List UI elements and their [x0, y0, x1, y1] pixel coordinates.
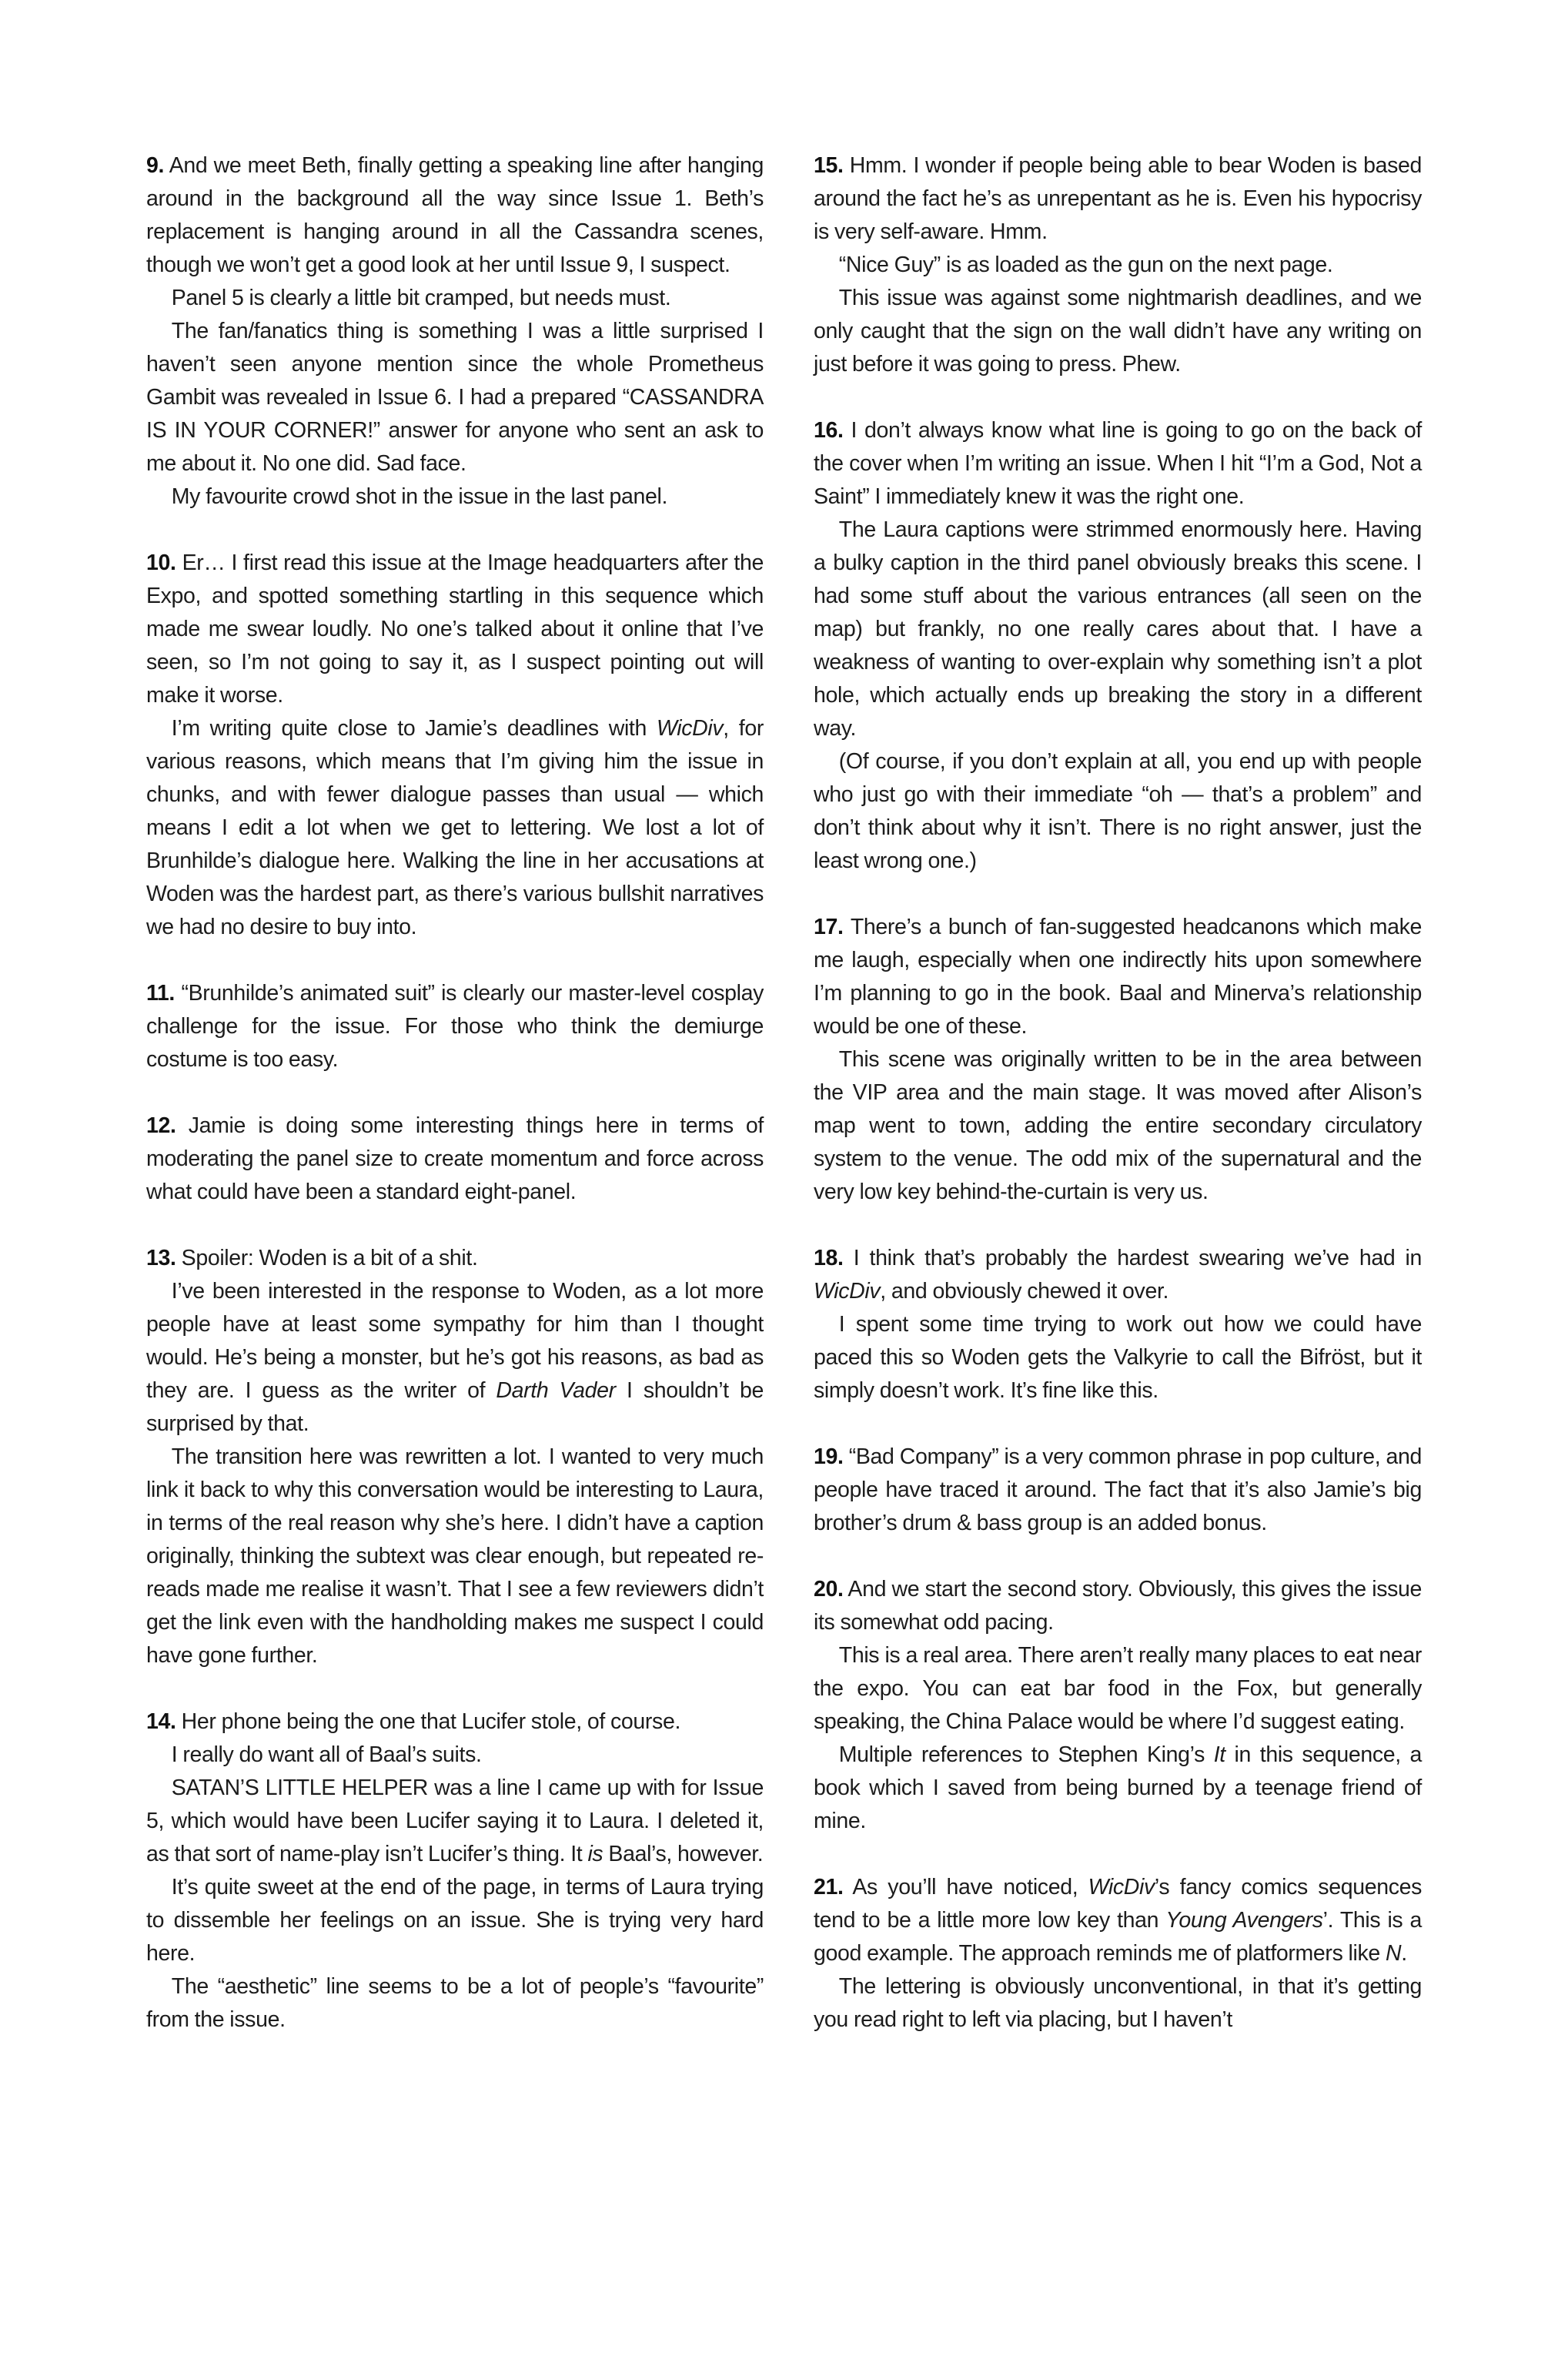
text-run: I shouldn’t be surprised by that. — [146, 1378, 764, 1436]
text-run: The “aesthetic” line seems to be a lot of people’s “favourite” from the issue. — [146, 1974, 764, 2032]
note-paragraph — [146, 1970, 764, 2037]
note-paragraph — [814, 1970, 1422, 2037]
text-run: I’m writing quite close to Jamie’s deadlines with — [171, 716, 657, 741]
text-run: Hmm. I wonder if people being able to bear Woden is based around the fact he’s as unrepentant as he is. Even his hypocrisy is very self-aware. Hmm. — [814, 153, 1422, 244]
text-run: I really do want all of Baal’s suits. — [171, 1742, 482, 1767]
note-paragraph — [146, 1441, 764, 1672]
text-run: The transition here was rewritten a lot. I wanted to very much link it back to why this conversation would be interesting to Laura, in terms of the real reason why she’s here. I didn’t have a caption originally, thinking the subtext was clear enough, but repeated re-reads made me realise it wasn’t. That I see a few reviewers didn’t get the link even with the handholding makes me suspect I could have gone further. — [146, 1444, 764, 1668]
text-run: Her phone being the one that Lucifer stole, of course. — [181, 1709, 681, 1734]
text-run: I think that’s probably the hardest swearing we’ve had in — [853, 1246, 1422, 1270]
text-run: Er… I first read this issue at the Image headquarters after the Expo, and spotted something startling in this sequence which made me swear loudly. No one’s talked about it online that I’ve seen, so I’m not going to say it, as I suspect pointing out will make it worse. — [146, 551, 764, 708]
note-20 — [814, 1573, 1422, 1838]
note-19 — [814, 1441, 1422, 1540]
note-number: 17. — [814, 915, 844, 939]
note-paragraph — [814, 514, 1422, 745]
note-number: 21. — [814, 1875, 844, 1899]
note-paragraph — [814, 1871, 1422, 1970]
note-number: 11. — [146, 981, 175, 1006]
text-run: The Laura captions were strimmed enormously here. Having a bulky caption in the third panel obviously breaks this scene. I had some stuff about the various entrances (all seen on the map) but frankly, no one really cares about that. I have a weakness of wanting to over-explain why something isn’t a plot hole, which actually ends up breaking the story in a different way. — [814, 517, 1422, 741]
text-run: This scene was originally written to be in the area between the VIP area and the main stage. It was moved after Alison’s map went to town, adding the entire secondary circulatory system to the venue. The odd mix of the supernatural and the very low key behind-the-curtain is very us. — [814, 1047, 1422, 1204]
note-paragraph — [814, 1639, 1422, 1739]
text-run: in this sequence, a book which I saved from being burned by a teenage friend of mine. — [814, 1742, 1422, 1833]
note-paragraph — [146, 1871, 764, 1970]
text-run: Panel 5 is clearly a little bit cramped, but needs must. — [171, 286, 671, 310]
note-paragraph — [814, 1308, 1422, 1407]
note-paragraph — [146, 1739, 764, 1772]
text-run: My favourite crowd shot in the issue in the last panel. — [171, 484, 668, 509]
note-paragraph — [814, 414, 1422, 514]
note-number: 16. — [814, 418, 844, 443]
note-paragraph — [814, 1043, 1422, 1209]
note-paragraph — [814, 249, 1422, 282]
note-11 — [146, 977, 764, 1076]
italic-title: WicDiv — [656, 716, 724, 741]
text-run: This issue was against some nightmarish deadlines, and we only caught that the sign on the wall didn’t have any writing on just before it was going to press. Phew. — [814, 286, 1422, 377]
note-paragraph — [814, 149, 1422, 249]
text-run: (Of course, if you don’t explain at all, you end up with people who just go with their immediate “oh — that’s a problem” and don’t think about why it isn’t. There is no right answer, just the least wrong one.) — [814, 749, 1422, 873]
note-paragraph — [814, 282, 1422, 381]
text-run: It’s quite sweet at the end of the page, in terms of Laura trying to dissemble her feelings on an issue. She is trying very hard here. — [146, 1875, 764, 1966]
note-14 — [146, 1705, 764, 2037]
note-number: 14. — [146, 1709, 176, 1734]
note-paragraph — [814, 1441, 1422, 1540]
note-paragraph — [146, 1242, 764, 1275]
note-number: 10. — [146, 551, 176, 575]
text-run: As you’ll have noticed, — [852, 1875, 1088, 1899]
text-run: There’s a bunch of fan-suggested headcanons which make me laugh, especially when one indirectly hits upon somewhere I’m planning to go in the book. Baal and Minerva’s relationship would be one of these. — [814, 915, 1422, 1039]
note-paragraph — [146, 1110, 764, 1209]
note-paragraph — [814, 1739, 1422, 1838]
note-12 — [146, 1110, 764, 1209]
note-number: 19. — [814, 1444, 844, 1469]
italic-title: N — [1385, 1941, 1402, 1966]
italic-title: WicDiv — [1088, 1875, 1155, 1899]
note-number: 15. — [814, 153, 844, 178]
note-paragraph — [146, 1275, 764, 1441]
note-number: 12. — [146, 1113, 176, 1138]
text-run: SATAN’S LITTLE HELPER was a line I came up with for Issue 5, which would have been Lucifer saying it to Laura. I deleted it, as that sort of name-play isn’t Lucifer’s thing. It — [146, 1776, 764, 1866]
note-paragraph — [146, 315, 764, 480]
note-21 — [814, 1871, 1422, 2037]
note-paragraph — [814, 1573, 1422, 1639]
text-run: . — [1401, 1941, 1407, 1966]
text-run: The lettering is obviously unconventional, in that it’s getting you read right to left via placing, but I haven’t — [814, 1974, 1422, 2032]
text-run: Multiple references to Stephen King’s — [838, 1742, 1214, 1767]
note-15 — [814, 149, 1422, 381]
note-number: 9. — [146, 153, 165, 178]
note-number: 20. — [814, 1577, 844, 1602]
text-run: ’s fancy comics sequences tend to be a little more low key than — [814, 1875, 1422, 1933]
right-column — [814, 149, 1422, 2070]
text-run: The fan/fanatics thing is something I was a little surprised I haven’t seen anyone mention since the whole Prometheus Gambit was revealed in Issue 6. I had a prepared “CASSANDRA IS IN YOUR CORNER!” answer for anyone who sent an ask to me about it. No one did. Sad face. — [146, 319, 764, 476]
note-17 — [814, 911, 1422, 1209]
note-10 — [146, 547, 764, 944]
italic-title: Darth Vader — [496, 1378, 616, 1403]
note-paragraph — [146, 282, 764, 315]
note-number: 18. — [814, 1246, 844, 1270]
italic-title: is — [587, 1842, 603, 1866]
note-number: 13. — [146, 1246, 176, 1270]
text-run: “Brunhilde’s animated suit” is clearly our master-level cosplay challenge for the issue. For those who think the demiurge costume is too easy. — [146, 981, 764, 1072]
text-run: I’ve been interested in the response to Woden, as a lot more people have at least some sympathy for him than I thought would. He’s being a monster, but he’s got his reasons, as bad as they are. I guess as the writer of — [146, 1279, 764, 1403]
text-run: I spent some time trying to work out how we could have paced this so Woden gets the Valkyrie to call the Bifröst, but it simply doesn’t work. It’s fine like this. — [814, 1312, 1422, 1403]
text-run: And we start the second story. Obviously, this gives the issue its somewhat odd pacing. — [814, 1577, 1422, 1635]
text-run: This is a real area. There aren’t really many places to eat near the expo. You can eat bar food in the Fox, but generally speaking, the China Palace would be where I’d suggest eating. — [814, 1643, 1422, 1734]
note-paragraph — [146, 1705, 764, 1739]
left-column — [146, 149, 764, 2070]
text-run: And we meet Beth, finally getting a speaking line after hanging around in the background all the way since Issue 1. Beth’s replacement is hanging around in all the Cassandra scenes, though we won’t get a good look at her until Issue 9, I suspect. — [146, 153, 764, 277]
note-paragraph — [146, 977, 764, 1076]
note-paragraph — [814, 745, 1422, 878]
italic-title: Young Avengers — [1165, 1908, 1323, 1933]
note-paragraph — [814, 1242, 1422, 1308]
note-9 — [146, 149, 764, 514]
note-16 — [814, 414, 1422, 878]
italic-title: WicDiv — [814, 1279, 881, 1304]
note-paragraph — [146, 1772, 764, 1871]
note-paragraph — [146, 712, 764, 944]
text-run: Baal’s, however. — [603, 1842, 764, 1866]
text-run: Jamie is doing some interesting things here in terms of moderating the panel size to create momentum and force across what could have been a standard eight-panel. — [146, 1113, 764, 1204]
text-run: “Nice Guy” is as loaded as the gun on the next page. — [838, 253, 1333, 277]
text-run: “Bad Company” is a very common phrase in pop culture, and people have traced it around. The fact that it’s also Jamie’s big brother’s drum & bass group is an added bonus. — [814, 1444, 1422, 1535]
text-run: , for various reasons, which means that I’m giving him the issue in chunks, and with fewer dialogue passes than usual — which means I edit a lot when we get to lettering. We lost a lot of Brunhilde’s dialogue here. Walking the line in her accusations at Woden was the hardest part, as there’s various bullshit narratives we had no desire to buy into. — [146, 716, 764, 939]
text-run: , and obviously chewed it over. — [880, 1279, 1169, 1304]
text-run: ’. This is a good example. The approach reminds me of platformers like — [814, 1908, 1422, 1966]
note-paragraph — [146, 547, 764, 712]
note-paragraph — [146, 149, 764, 282]
note-paragraph — [814, 911, 1422, 1043]
text-run: I don’t always know what line is going to go on the back of the cover when I’m writing an issue. When I hit “I’m a God, Not a Saint” I immediately knew it was the right one. — [814, 418, 1422, 509]
note-18 — [814, 1242, 1422, 1407]
note-paragraph — [146, 480, 764, 514]
text-run: Spoiler: Woden is a bit of a shit. — [181, 1246, 478, 1270]
note-13 — [146, 1242, 764, 1672]
italic-title: It — [1213, 1742, 1225, 1767]
